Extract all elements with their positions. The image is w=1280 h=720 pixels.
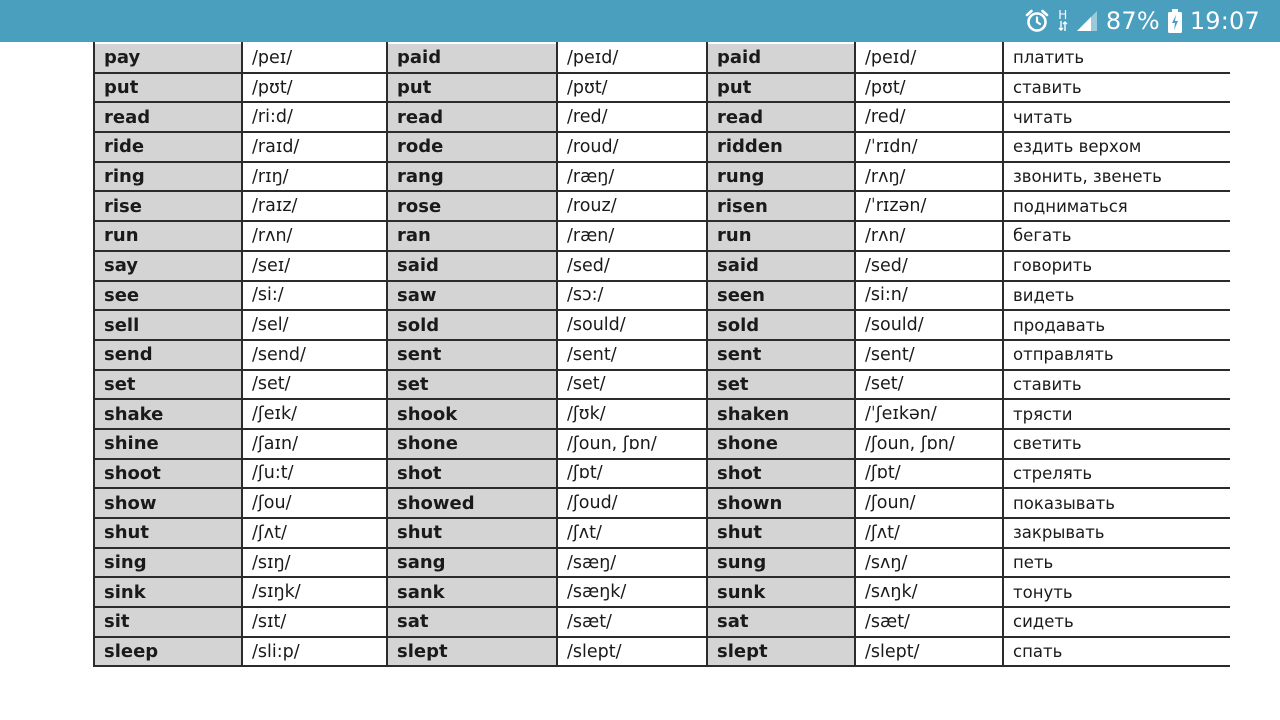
past-simple-cell: said bbox=[387, 251, 557, 281]
past-participle-cell: shot bbox=[707, 459, 855, 489]
infinitive-cell: read bbox=[94, 102, 242, 132]
past-participle-ipa-cell: /rʌŋ/ bbox=[855, 162, 1003, 192]
translation-cell: говорить bbox=[1003, 251, 1230, 281]
battery-charging-icon bbox=[1168, 9, 1182, 33]
infinitive-cell: put bbox=[94, 73, 242, 103]
translation-cell: тонуть bbox=[1003, 577, 1230, 607]
alarm-icon bbox=[1024, 8, 1050, 34]
infinitive-cell: rise bbox=[94, 191, 242, 221]
past-participle-cell: shaken bbox=[707, 399, 855, 429]
translation-cell: закрывать bbox=[1003, 518, 1230, 548]
network-h-icon bbox=[1058, 10, 1068, 32]
past-participle-ipa-cell: /sould/ bbox=[855, 310, 1003, 340]
table-row bbox=[94, 73, 1230, 103]
battery-percent: 87% bbox=[1105, 7, 1160, 35]
past-participle-ipa-cell: /sed/ bbox=[855, 251, 1003, 281]
past-simple-ipa-cell: /sæŋk/ bbox=[557, 577, 707, 607]
past-participle-cell: read bbox=[707, 102, 855, 132]
translation-cell: подниматься bbox=[1003, 191, 1230, 221]
table-row bbox=[94, 310, 1230, 340]
past-participle-ipa-cell: /peɪd/ bbox=[855, 43, 1003, 73]
past-participle-ipa-cell: /ʃɒt/ bbox=[855, 459, 1003, 489]
past-simple-ipa-cell: /ʃoun, ʃɒn/ bbox=[557, 429, 707, 459]
infinitive-ipa-cell: /rɪŋ/ bbox=[242, 162, 387, 192]
past-simple-ipa-cell: /sæt/ bbox=[557, 607, 707, 637]
translation-cell: показывать bbox=[1003, 488, 1230, 518]
table-row bbox=[94, 340, 1230, 370]
past-participle-ipa-cell: /sæt/ bbox=[855, 607, 1003, 637]
translation-cell: стрелять bbox=[1003, 459, 1230, 489]
past-simple-ipa-cell: /sent/ bbox=[557, 340, 707, 370]
past-participle-ipa-cell: /sʌŋ/ bbox=[855, 548, 1003, 578]
table-row bbox=[94, 43, 1230, 73]
translation-cell: ставить bbox=[1003, 370, 1230, 400]
translation-cell: сидеть bbox=[1003, 607, 1230, 637]
table-row bbox=[94, 251, 1230, 281]
infinitive-cell: sink bbox=[94, 577, 242, 607]
table-row bbox=[94, 607, 1230, 637]
table-row bbox=[94, 399, 1230, 429]
past-simple-ipa-cell: /ræŋ/ bbox=[557, 162, 707, 192]
past-simple-ipa-cell: /pʊt/ bbox=[557, 73, 707, 103]
past-simple-ipa-cell: /sɔ:/ bbox=[557, 281, 707, 311]
table-row bbox=[94, 548, 1230, 578]
infinitive-cell: run bbox=[94, 221, 242, 251]
infinitive-ipa-cell: /si:/ bbox=[242, 281, 387, 311]
past-participle-cell: seen bbox=[707, 281, 855, 311]
past-participle-cell: paid bbox=[707, 43, 855, 73]
past-simple-cell: sat bbox=[387, 607, 557, 637]
translation-cell: видеть bbox=[1003, 281, 1230, 311]
infinitive-ipa-cell: /raɪd/ bbox=[242, 132, 387, 162]
past-participle-cell: sung bbox=[707, 548, 855, 578]
past-participle-ipa-cell: /ˈʃeɪkən/ bbox=[855, 399, 1003, 429]
past-simple-ipa-cell: /set/ bbox=[557, 370, 707, 400]
past-participle-ipa-cell: /ʃoun/ bbox=[855, 488, 1003, 518]
table-row bbox=[94, 221, 1230, 251]
past-simple-cell: paid bbox=[387, 43, 557, 73]
past-simple-cell: put bbox=[387, 73, 557, 103]
signal-icon bbox=[1076, 10, 1098, 32]
past-simple-cell: ran bbox=[387, 221, 557, 251]
past-simple-cell: rang bbox=[387, 162, 557, 192]
infinitive-ipa-cell: /sel/ bbox=[242, 310, 387, 340]
infinitive-ipa-cell: /ri:d/ bbox=[242, 102, 387, 132]
infinitive-cell: sit bbox=[94, 607, 242, 637]
infinitive-cell: see bbox=[94, 281, 242, 311]
infinitive-ipa-cell: /rʌn/ bbox=[242, 221, 387, 251]
infinitive-cell: sing bbox=[94, 548, 242, 578]
past-simple-cell: shut bbox=[387, 518, 557, 548]
past-participle-ipa-cell: /rʌn/ bbox=[855, 221, 1003, 251]
table-row bbox=[94, 429, 1230, 459]
past-participle-cell: risen bbox=[707, 191, 855, 221]
translation-cell: отправлять bbox=[1003, 340, 1230, 370]
past-simple-ipa-cell: /slept/ bbox=[557, 637, 707, 667]
past-participle-ipa-cell: /ˈrɪzən/ bbox=[855, 191, 1003, 221]
verbs-table-container[interactable] bbox=[93, 42, 1230, 720]
past-simple-cell: rode bbox=[387, 132, 557, 162]
past-simple-cell: sang bbox=[387, 548, 557, 578]
past-participle-ipa-cell: /ʃoun, ʃɒn/ bbox=[855, 429, 1003, 459]
network-type-label: H bbox=[1058, 8, 1068, 22]
past-simple-ipa-cell: /rouz/ bbox=[557, 191, 707, 221]
past-simple-cell: showed bbox=[387, 488, 557, 518]
infinitive-cell: send bbox=[94, 340, 242, 370]
infinitive-cell: ride bbox=[94, 132, 242, 162]
infinitive-cell: shut bbox=[94, 518, 242, 548]
past-simple-ipa-cell: /ʃʊk/ bbox=[557, 399, 707, 429]
past-simple-cell: slept bbox=[387, 637, 557, 667]
table-row bbox=[94, 459, 1230, 489]
irregular-verbs-table bbox=[93, 42, 1230, 667]
past-simple-cell: rose bbox=[387, 191, 557, 221]
past-simple-ipa-cell: /ræn/ bbox=[557, 221, 707, 251]
translation-cell: ставить bbox=[1003, 73, 1230, 103]
infinitive-ipa-cell: /sɪŋ/ bbox=[242, 548, 387, 578]
translation-cell: спать bbox=[1003, 637, 1230, 667]
infinitive-cell: set bbox=[94, 370, 242, 400]
past-simple-cell: sold bbox=[387, 310, 557, 340]
infinitive-cell: say bbox=[94, 251, 242, 281]
past-simple-ipa-cell: /roud/ bbox=[557, 132, 707, 162]
infinitive-ipa-cell: /seɪ/ bbox=[242, 251, 387, 281]
past-participle-ipa-cell: /ʃʌt/ bbox=[855, 518, 1003, 548]
infinitive-cell: sell bbox=[94, 310, 242, 340]
past-simple-ipa-cell: /peɪd/ bbox=[557, 43, 707, 73]
translation-cell: петь bbox=[1003, 548, 1230, 578]
table-row bbox=[94, 488, 1230, 518]
past-participle-cell: slept bbox=[707, 637, 855, 667]
past-participle-cell: rung bbox=[707, 162, 855, 192]
infinitive-ipa-cell: /sli:p/ bbox=[242, 637, 387, 667]
status-bar bbox=[0, 0, 1280, 42]
infinitive-ipa-cell: /ʃu:t/ bbox=[242, 459, 387, 489]
past-simple-ipa-cell: /sed/ bbox=[557, 251, 707, 281]
past-participle-cell: put bbox=[707, 73, 855, 103]
infinitive-ipa-cell: /ʃeɪk/ bbox=[242, 399, 387, 429]
infinitive-ipa-cell: /raɪz/ bbox=[242, 191, 387, 221]
past-participle-cell: run bbox=[707, 221, 855, 251]
translation-cell: трясти bbox=[1003, 399, 1230, 429]
past-participle-cell: sunk bbox=[707, 577, 855, 607]
table-row bbox=[94, 132, 1230, 162]
past-participle-cell: set bbox=[707, 370, 855, 400]
past-simple-cell: saw bbox=[387, 281, 557, 311]
table-row bbox=[94, 637, 1230, 667]
past-simple-ipa-cell: /red/ bbox=[557, 102, 707, 132]
past-simple-cell: sank bbox=[387, 577, 557, 607]
translation-cell: ездить верхом bbox=[1003, 132, 1230, 162]
translation-cell: светить bbox=[1003, 429, 1230, 459]
past-simple-cell: read bbox=[387, 102, 557, 132]
table-row bbox=[94, 577, 1230, 607]
infinitive-ipa-cell: /send/ bbox=[242, 340, 387, 370]
table-row bbox=[94, 370, 1230, 400]
infinitive-ipa-cell: /sɪŋk/ bbox=[242, 577, 387, 607]
infinitive-cell: show bbox=[94, 488, 242, 518]
past-simple-cell: shot bbox=[387, 459, 557, 489]
table-row bbox=[94, 191, 1230, 221]
past-participle-cell: shown bbox=[707, 488, 855, 518]
infinitive-ipa-cell: /sɪt/ bbox=[242, 607, 387, 637]
table-row bbox=[94, 518, 1230, 548]
table-row bbox=[94, 281, 1230, 311]
past-participle-cell: shone bbox=[707, 429, 855, 459]
past-simple-ipa-cell: /ʃoud/ bbox=[557, 488, 707, 518]
past-simple-ipa-cell: /sæŋ/ bbox=[557, 548, 707, 578]
infinitive-ipa-cell: /pʊt/ bbox=[242, 73, 387, 103]
past-simple-cell: set bbox=[387, 370, 557, 400]
past-participle-cell: shut bbox=[707, 518, 855, 548]
past-participle-ipa-cell: /sent/ bbox=[855, 340, 1003, 370]
table-row bbox=[94, 162, 1230, 192]
infinitive-cell: pay bbox=[94, 43, 242, 73]
translation-cell: продавать bbox=[1003, 310, 1230, 340]
infinitive-ipa-cell: /ʃʌt/ bbox=[242, 518, 387, 548]
translation-cell: платить bbox=[1003, 43, 1230, 73]
infinitive-ipa-cell: /peɪ/ bbox=[242, 43, 387, 73]
past-participle-ipa-cell: /slept/ bbox=[855, 637, 1003, 667]
status-icons bbox=[1024, 0, 1260, 42]
translation-cell: бегать bbox=[1003, 221, 1230, 251]
infinitive-ipa-cell: /ʃaɪn/ bbox=[242, 429, 387, 459]
past-participle-ipa-cell: /sʌŋk/ bbox=[855, 577, 1003, 607]
past-simple-ipa-cell: /sould/ bbox=[557, 310, 707, 340]
past-participle-cell: said bbox=[707, 251, 855, 281]
past-simple-cell: shone bbox=[387, 429, 557, 459]
translation-cell: читать bbox=[1003, 102, 1230, 132]
past-participle-cell: sent bbox=[707, 340, 855, 370]
clock-time: 19:07 bbox=[1189, 7, 1260, 35]
infinitive-cell: sleep bbox=[94, 637, 242, 667]
infinitive-cell: shake bbox=[94, 399, 242, 429]
infinitive-cell: ring bbox=[94, 162, 242, 192]
past-participle-ipa-cell: /ˈrɪdn/ bbox=[855, 132, 1003, 162]
translation-cell: звонить, звенеть bbox=[1003, 162, 1230, 192]
table-row bbox=[94, 102, 1230, 132]
past-simple-cell: shook bbox=[387, 399, 557, 429]
infinitive-cell: shoot bbox=[94, 459, 242, 489]
past-participle-cell: ridden bbox=[707, 132, 855, 162]
past-simple-ipa-cell: /ʃɒt/ bbox=[557, 459, 707, 489]
past-participle-cell: sat bbox=[707, 607, 855, 637]
past-participle-ipa-cell: /pʊt/ bbox=[855, 73, 1003, 103]
past-participle-cell: sold bbox=[707, 310, 855, 340]
past-participle-ipa-cell: /si:n/ bbox=[855, 281, 1003, 311]
past-simple-cell: sent bbox=[387, 340, 557, 370]
infinitive-ipa-cell: /set/ bbox=[242, 370, 387, 400]
past-participle-ipa-cell: /red/ bbox=[855, 102, 1003, 132]
infinitive-cell: shine bbox=[94, 429, 242, 459]
past-participle-ipa-cell: /set/ bbox=[855, 370, 1003, 400]
infinitive-ipa-cell: /ʃou/ bbox=[242, 488, 387, 518]
past-simple-ipa-cell: /ʃʌt/ bbox=[557, 518, 707, 548]
